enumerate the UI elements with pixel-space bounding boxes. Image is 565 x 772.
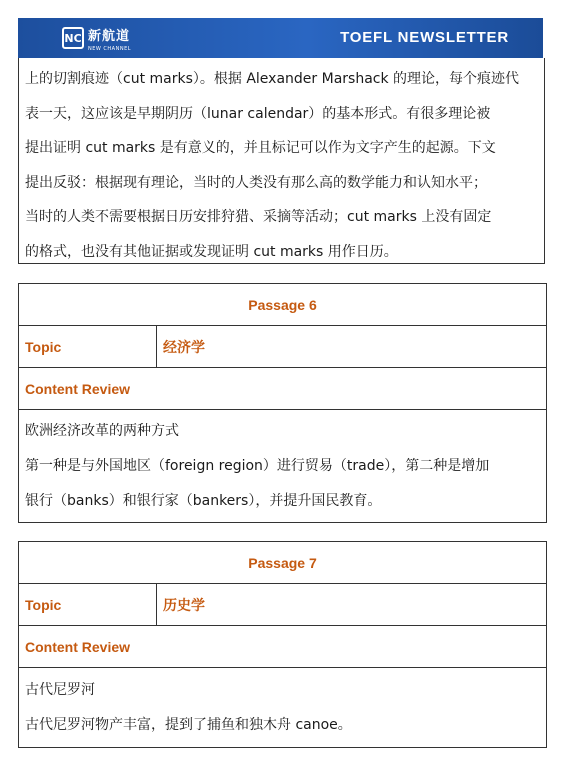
text-line: 银行（banks）和银行家（bankers），并提升国民教育。: [25, 492, 382, 509]
content-review-text: [19, 410, 547, 523]
text-line: 提出证明 cut marks 是有意义的，并且标记可以作为文字产生的起源。下文: [25, 140, 496, 156]
text-line: 表一天，这应该是早期阴历（lunar calendar）的基本形式。有很多理论被: [25, 105, 491, 122]
text-line: 第一种是与外国地区（foreign region）进行贸易（trade），第二种是增加: [25, 457, 490, 474]
text-line: 的格式，也没有其他证据或发现证明 cut marks 用作日历。: [25, 243, 398, 260]
logo-icon: NC: [62, 27, 84, 49]
topic-value: 历史学: [157, 584, 547, 626]
topic-value: 经济学: [157, 326, 547, 368]
topic-label: Topic: [19, 326, 157, 368]
text-line: 欧洲经济改革的两种方式: [25, 422, 179, 439]
text-line: 古代尼罗河: [25, 681, 95, 698]
logo-text: [88, 25, 131, 52]
newsletter-title: TOEFL NEWSLETTER: [340, 29, 509, 46]
newsletter-header: [18, 18, 543, 58]
topic-label: Topic: [19, 584, 157, 626]
content-review-label: Content Review: [19, 626, 547, 668]
text-line: 上的切割痕迹（cut marks）。根据 Alexander Marshack 的理论，每个痕迹代: [25, 71, 520, 87]
passage-7-table: [18, 541, 547, 748]
passage-6-table: [18, 283, 547, 523]
text-line: 提出反驳：根据现有理论，当时的人类没有那么高的数学能力和认知水平；: [25, 174, 487, 191]
content-review-label: Content Review: [19, 368, 547, 410]
logo-chinese-name: 新航道: [88, 28, 131, 44]
text-line: 当时的人类不需要根据日历安排狩猎、采摘等活动；cut marks 上没有固定: [25, 209, 492, 225]
logo-english-name: NEW CHANNEL: [88, 45, 132, 52]
content-review-text: [19, 668, 547, 748]
passage-title: Passage 7: [19, 542, 547, 584]
text-line: 古代尼罗河物产丰富，提到了捕鱼和独木舟 canoe。: [25, 716, 352, 733]
intro-text-box: [18, 58, 545, 264]
new-channel-logo: [62, 23, 131, 53]
passage-title: Passage 6: [19, 284, 547, 326]
